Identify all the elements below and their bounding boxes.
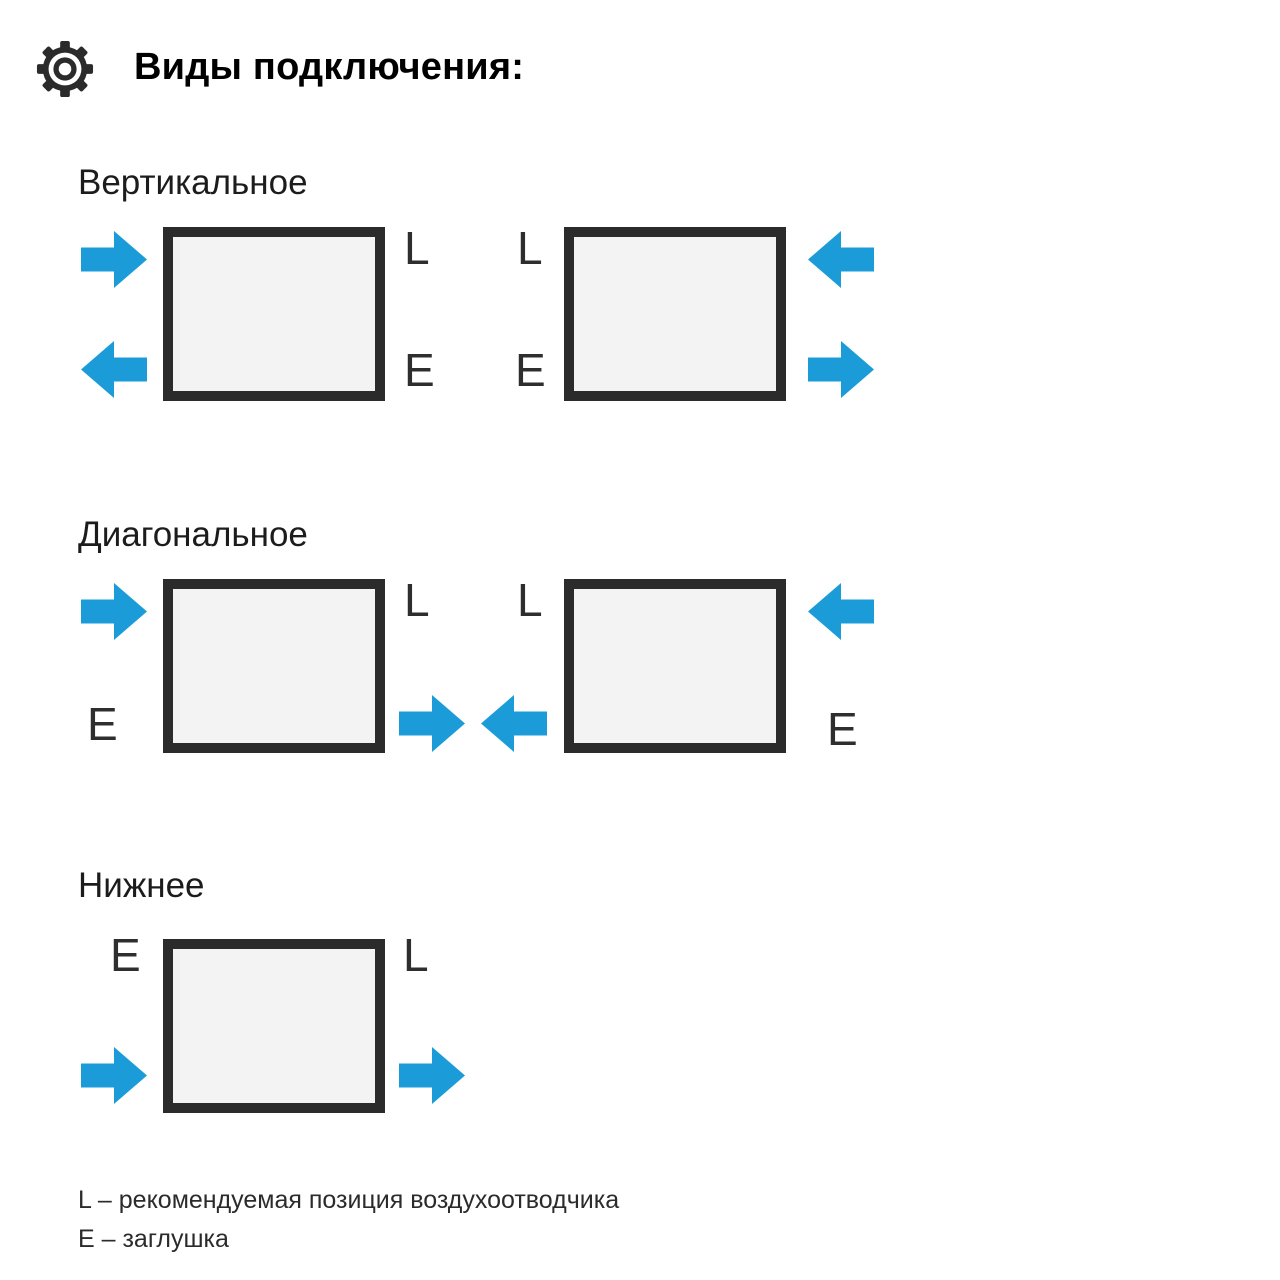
port-label-plug: E <box>827 703 858 755</box>
return-arrow-icon <box>81 341 147 398</box>
section-title-bottom: Нижнее <box>78 866 205 905</box>
port-label-plug: E <box>515 344 546 396</box>
section-title-diagonal: Диагональное <box>78 515 308 554</box>
radiator-body <box>163 579 385 753</box>
supply-arrow-icon <box>81 1047 147 1104</box>
gear-icon <box>36 40 94 98</box>
port-label-plug: E <box>404 344 435 396</box>
port-label-air-vent: L <box>404 222 430 274</box>
radiator-body <box>163 227 385 401</box>
radiator-body <box>564 579 786 753</box>
legend-line-air-vent: L – рекомендуемая позиция воздухоотводчика <box>78 1186 620 1214</box>
port-label-air-vent: L <box>517 222 543 274</box>
section-title-vertical: Вертикальное <box>78 163 308 202</box>
supply-arrow-icon <box>808 231 874 288</box>
return-arrow-icon <box>808 341 874 398</box>
supply-arrow-icon <box>808 583 874 640</box>
supply-arrow-icon <box>81 231 147 288</box>
radiator-body <box>564 227 786 401</box>
return-arrow-icon <box>399 695 465 752</box>
port-label-air-vent: L <box>403 929 429 981</box>
page-title: Виды подключения: <box>134 46 525 88</box>
return-arrow-icon <box>481 695 547 752</box>
port-label-air-vent: L <box>517 574 543 626</box>
radiator-body <box>163 939 385 1113</box>
return-arrow-icon <box>399 1047 465 1104</box>
port-label-plug: E <box>110 929 141 981</box>
port-label-plug: E <box>87 698 118 750</box>
supply-arrow-icon <box>81 583 147 640</box>
port-label-air-vent: L <box>404 574 430 626</box>
legend-line-plug: E – заглушка <box>78 1225 229 1253</box>
